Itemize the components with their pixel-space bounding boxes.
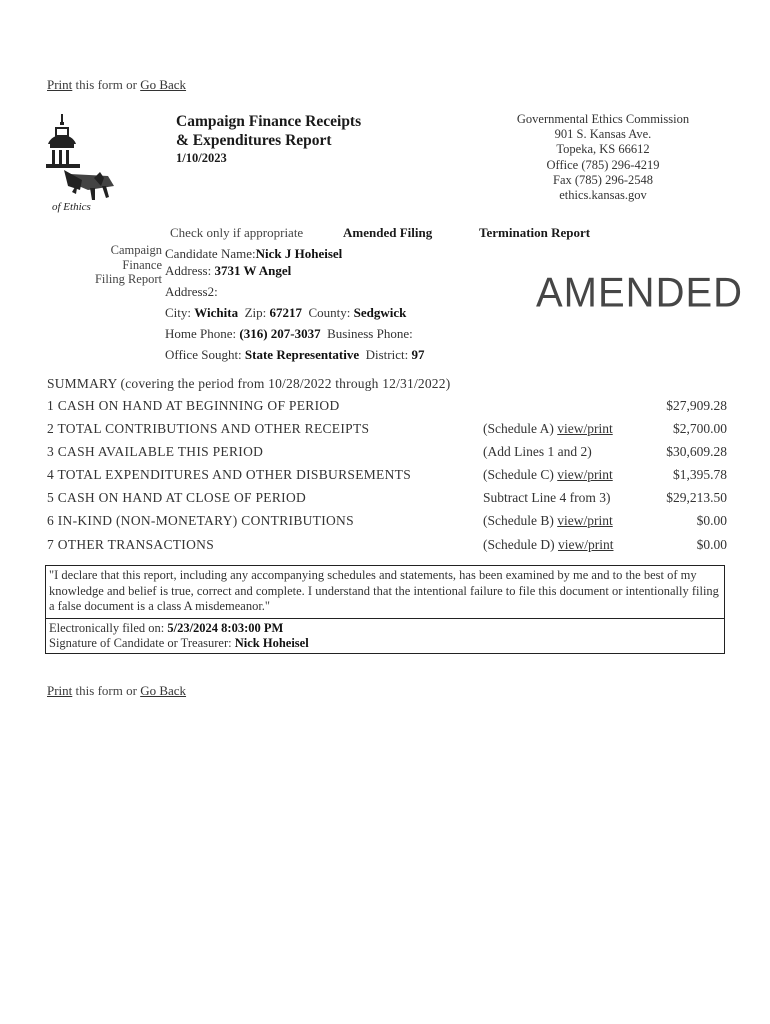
row-label: 4 TOTAL EXPENDITURES AND OTHER DISBURSEMENTS bbox=[47, 467, 412, 482]
schedule-a-view-print-link[interactable]: view/print bbox=[557, 421, 613, 436]
commission-city: Topeka, KS 66612 bbox=[556, 142, 650, 157]
signature-section bbox=[46, 618, 724, 652]
candidate-info bbox=[165, 243, 424, 365]
filed-on-line bbox=[49, 621, 721, 637]
declaration-text: "I declare that this report, including any accompanying schedules and statements, has been examined by me and to the best of my knowledge and belief is true, correct and complete. I understand that the intentional failure to file this document or intentionally filing a false document is a class A misdemeanor." bbox=[49, 568, 719, 613]
schedule-b-view-print-link[interactable]: view/print bbox=[557, 513, 613, 528]
report-title-line1: Campaign Finance Receipts bbox=[176, 113, 362, 130]
row-label: 6 IN-KIND (NON-MONETARY) CONTRIBUTIONS bbox=[47, 513, 354, 528]
home-phone-value: (316) 207-3037 bbox=[239, 326, 321, 341]
row-label: 3 CASH AVAILABLE THIS PERIOD bbox=[47, 444, 264, 459]
filed-value: 5/23/2024 8:03:00 PM bbox=[167, 620, 284, 635]
seal-text: of Ethics bbox=[52, 201, 91, 213]
address2-line: Address2: bbox=[165, 284, 218, 299]
zip-label: Zip: bbox=[238, 305, 270, 320]
zip-value: 67217 bbox=[269, 305, 303, 320]
candidate-name: Nick J Hoheisel bbox=[255, 246, 343, 261]
go-back-link[interactable]: Go Back bbox=[140, 77, 187, 92]
row-label: 2 TOTAL CONTRIBUTIONS AND OTHER RECEIPTS bbox=[47, 421, 370, 436]
report-title-block bbox=[176, 112, 361, 166]
row-label: 1 CASH ON HAND AT BEGINNING OF PERIOD bbox=[47, 398, 340, 413]
business-phone-label: Business Phone: bbox=[320, 326, 413, 341]
nav-text: this form or bbox=[72, 683, 141, 698]
row-amount: $30,609.28 bbox=[666, 444, 727, 459]
print-link[interactable]: Print bbox=[47, 77, 73, 92]
district-label: District: bbox=[359, 347, 412, 362]
phone-line bbox=[165, 323, 424, 344]
summary-row bbox=[47, 537, 727, 559]
nav-text: this form or bbox=[72, 77, 141, 92]
filing-type-row bbox=[170, 225, 591, 241]
schedule-d-view-print-link[interactable]: view/print bbox=[557, 537, 614, 552]
summary-row bbox=[47, 421, 727, 443]
county-label: County: bbox=[302, 305, 354, 320]
declaration-box bbox=[45, 565, 725, 654]
termination-report-label: Termination Report bbox=[479, 225, 591, 240]
summary-row bbox=[47, 513, 727, 535]
commission-fax: Fax (785) 296-2548 bbox=[553, 172, 653, 187]
row-schedule bbox=[483, 513, 613, 529]
office-line bbox=[165, 344, 424, 365]
row-label: 7 OTHER TRANSACTIONS bbox=[47, 537, 215, 552]
side-label-line: Campaign bbox=[110, 243, 162, 257]
row-schedule: Subtract Line 4 from 3) bbox=[483, 490, 611, 505]
row-amount: $27,909.28 bbox=[666, 398, 727, 413]
district-value: 97 bbox=[411, 347, 425, 362]
check-label: Check only if appropriate bbox=[170, 225, 304, 240]
address-value: 3731 W Angel bbox=[214, 263, 292, 278]
schedule-name: (Schedule B) bbox=[483, 513, 558, 528]
home-phone-label: Home Phone: bbox=[165, 326, 240, 341]
schedule-name: (Schedule A) bbox=[483, 421, 558, 436]
city-label: City: bbox=[165, 305, 195, 320]
row-schedule bbox=[483, 467, 613, 483]
top-nav bbox=[47, 77, 186, 93]
ethics-commission-seal-icon bbox=[44, 114, 128, 214]
row-amount: $0.00 bbox=[696, 537, 727, 552]
print-link[interactable]: Print bbox=[47, 683, 73, 698]
summary-row bbox=[47, 490, 727, 512]
commission-address bbox=[478, 112, 728, 203]
row-schedule bbox=[483, 537, 613, 553]
row-amount: $29,213.50 bbox=[666, 490, 727, 505]
city-value: Wichita bbox=[194, 305, 239, 320]
office-value: State Representative bbox=[244, 347, 360, 362]
row-amount: $1,395.78 bbox=[673, 467, 727, 482]
city-line bbox=[165, 302, 424, 323]
commission-website: ethics.kansas.gov bbox=[559, 188, 647, 203]
county-value: Sedgwick bbox=[353, 305, 407, 320]
report-date: 1/10/2023 bbox=[176, 151, 227, 165]
commission-street: 901 S. Kansas Ave. bbox=[554, 127, 652, 142]
summary-row bbox=[47, 467, 727, 489]
row-schedule: (Add Lines 1 and 2) bbox=[483, 444, 592, 459]
summary-row bbox=[47, 444, 727, 466]
amended-stamp: AMENDED bbox=[536, 269, 744, 317]
go-back-link[interactable]: Go Back bbox=[140, 683, 187, 698]
address-label: Address: bbox=[165, 263, 215, 278]
row-label: 5 CASH ON HAND AT CLOSE OF PERIOD bbox=[47, 490, 307, 505]
signature-label: Signature of Candidate or Treasurer: bbox=[49, 636, 235, 650]
office-label: Office Sought: bbox=[165, 347, 245, 362]
filed-label: Electronically filed on: bbox=[49, 620, 168, 635]
amended-filing-label: Amended Filing bbox=[343, 225, 433, 240]
bottom-nav bbox=[47, 683, 186, 699]
signature-line bbox=[49, 636, 721, 652]
row-amount: $0.00 bbox=[696, 513, 727, 528]
summary-row bbox=[47, 398, 727, 420]
side-label-line: Filing Report bbox=[94, 272, 162, 286]
signature-value: Nick Hoheisel bbox=[234, 636, 309, 650]
schedule-name: (Schedule C) bbox=[483, 467, 558, 482]
commission-name: Governmental Ethics Commission bbox=[516, 112, 690, 126]
candidate-label: Candidate Name: bbox=[165, 246, 256, 261]
row-schedule bbox=[483, 421, 613, 437]
summary-heading: SUMMARY (covering the period from 10/28/2022 through 12/31/2022) bbox=[47, 376, 451, 391]
commission-office-phone: Office (785) 296-4219 bbox=[546, 157, 660, 172]
schedule-c-view-print-link[interactable]: view/print bbox=[557, 467, 613, 482]
filing-report-side-label bbox=[78, 243, 162, 287]
schedule-name: (Schedule D) bbox=[483, 537, 558, 552]
row-amount: $2,700.00 bbox=[673, 421, 727, 436]
side-label-line: Finance bbox=[122, 257, 162, 272]
report-title-line2: & Expenditures Report bbox=[176, 132, 332, 149]
